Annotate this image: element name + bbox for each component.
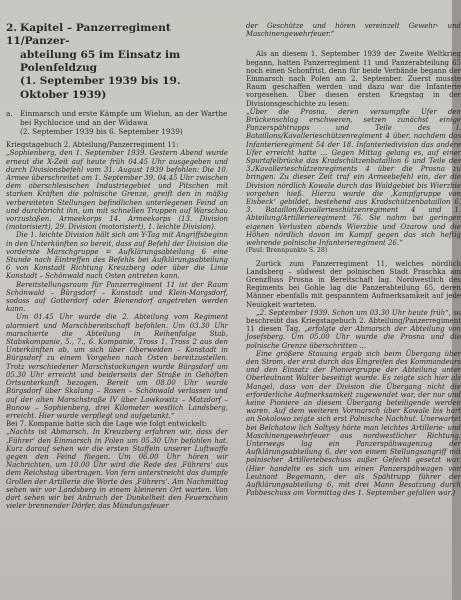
section-number: a.	[6, 109, 13, 119]
continued-quote: der Geschütze und hören vereinzelt Gewehr- und Maschinengewehrfeuer.“	[246, 22, 461, 39]
section-dates: (2. September 1939 bis 6. September 1939)	[20, 127, 183, 137]
paragraph: Um 01.45 Uhr wurde die 2. Abteilung vom Regiment alarmiert und Marschbereitschaft befohlen. Um 03.30 Uhr marschierte die Abteilung in Reihenfolge Stab, Stabskompanie, 5., 7., 6. Kompanie, Tross 1, Tross 2 aus den Unterkünften ab, um sich über Oberweiden – Konstadt in Bürgsdorf zu einem Vorgehen nach Osten bereitzustellen. Trotz verschiedener Marschstockungen wurde Bürgsdorf um 05.30 Uhr erreicht und beiderseits der Straße in Gehöften Ortsunterkunft bezogen. Bereit um 08.00 Uhr wurde Bürgsdorf über Skalung – Rosen – Schönwald verlassen und auf der alten Marschstraße IV über Lowkowitz – Matzdorf – Bunow – Sophienberg, drei Kilometer westlich Landsberg, erreicht. Hier wurde verpflegt und aufgetankt.“	[6, 313, 228, 420]
paragraph: Bereitstellungsraum für Panzerregiment 11 ist der Raum Schönwald – Bürgsdorf – Konstadt und Klein-Margsdorf, sodass auf Gotterdorf oder Bienendorf angetreten werden kann.	[6, 280, 228, 314]
company-intro: Bei 7. Kompanie hatte sich die Lage wie folgt entwickelt:	[6, 420, 207, 429]
paragraph: Als an diesem 1. September 1939 der Zweite Weltkrieg begann, hatten Panzerregiment 11 und Panzerabteilung 65 noch einen Schonfrist, denn für beide Verbände begann der Einmarsch nach Polen am 2. September. Zuerst musste Raum geschaffen werden und dazu war die Infanterie vorgesehen. Über diesen ersten Kriegstag in der Divisionsgeschichte zu lesen:	[246, 50, 461, 108]
chapter-title	[6, 22, 228, 102]
war-diary-quote: „Sophienberg, den 1. September 1939. Gestern Abend wurde erneut die X-Zeit auf heute früh 04.45 Uhr ausgegeben und durch Divisionsbefehl vom 31. August 1939 befohlen: Die 10. Armee überschreitet am 1. September 39, 04.45 Uhr zwischen dem oberschlesischen Industriegebiet und Pitschen mit starken Kräften die polnische Grenze, greift den in mäßig verbereiteten Stellungen befindlichen unterlegenen Feind an und durchbricht ihn, um mit schnellen Truppen auf Warschau vorzustoßen. Armeekorps 14. Armeekorps (13. Division (motorisiert), 29. Division (motorisiert), 1. leichte Division).	[6, 149, 228, 232]
paragraph: Zurück zum Panzerregiment 11, welches nördlich Landsberg – südwest der polnischen Stadt Praschka am Grenzfluss Prosna in Bereitschaft lag. Nordwestlich des Regiments bei Gohle lag die Panzerabteilung 65, deren Männer ebenfalls mit gespanntem Aufmerksamkeit auf jede Neuigkeit warteten.	[246, 259, 461, 309]
diary-quote-lead: so beschreibt das Kriegstagebuch 2. Abteilung/Panzerregiment 11 diesen Tag,	[246, 308, 461, 334]
paragraph	[6, 420, 228, 510]
chapter-title-line-2: abteilung 65 im Einsatz im Polenfeldzug	[20, 48, 181, 75]
diary-quote-continued: „erfolgte der Abmarsch der Abteilung von Josefsberg. Um 05.00 Uhr wurde die Prosna und die polnische Grenze überschritten …	[246, 325, 461, 350]
chapter-title-line-1: Kapitel – Panzerregiment 11/Panzer-	[6, 22, 171, 48]
chapter-number: 2.	[6, 22, 18, 34]
paragraph	[246, 309, 461, 350]
division-history-quote: „Über die Prosna, deren versumpfte Ufer den Brückenschlag erschweren, setzen zunächst einige Panzerspähtrupps und Teile des I. Bataillons/Kavallerieschützenregiment 4 über, nachdem das Infanterieregiment 54 der 18. Infanteriedivision das andere Ufer erreicht hatte … Gegen Mittag gelang es, auf einer Spurtafelbrücke das Kradschützenbataillon 6 und Teile des 3./Kavallerieschützenregiments 4 über die Prosna zu bringen. Zu dieser Zeit traf ein Armeebefehl ein, der die Division nördlich Kowale durch das Waldgebiet bis Wierzbie vorgehen hieß. Hierzu wurde die ‚Kampfgruppe von Eisbeck‘ gebildet, bestehend aus Kradschützenbataillon 6, 3. Bataillon/Kavallerieschützenregiment 4 und 1. Abteilung/Artillerieregiment 76. Sie nahm bei geringen eigenen Verlusten abends Wierzbie und Ozarow und die Höhen nördlich davon im Kampf gegen das sich heftig wehrende polnische Infanterieregiment 26.“	[246, 107, 461, 248]
paragraph: Die 1. leichte Division hält sich am Y-Tag mit Angriffsbeginn in den Unterkünften so bereit, dass auf Befehl der Division die vorderste Marschgruppe = Aufklärungsabteilung 6 eine Stunde nach Eintreffen des Befehls bei Aufklärungsabteilung 6 von Konstadt Richtung Kreuzberg oder über die Linie Konstadt – Schönwald nach Osten antreten kann.	[6, 231, 228, 281]
chapter-title-line-3: (1. September 1939 bis 19. Oktober 1939)	[20, 75, 181, 101]
section-heading	[6, 109, 228, 136]
company-quote: „Nachts ist Abmarsch. In Kreuzberg erfahren wir, dass der ‚Führer‘ den Einmarsch in Polen um 05.30 Uhr befohlen hat. Kurz darauf sehen wir die ersten Staffeln unserer Luftwaffe gegen den Feind fliegen. Um 06.00 Uhr hören wir Nachrichten, um 10.00 Uhr wird die Rede des ‚Führers‘ aus dem Reichstag übertragen. Von fern unterstreicht das dumpfe Grollen der Artillerie die Worte des ‚Führers‘. Am Nachmittag sehen wir vor Landsberg in einem kleineren Ort warten. Von dort sehen wir bei Anbruch der Dunkelheit den Feuerschein vieler brennender Dörfer, das Mündungsfeuer	[6, 428, 228, 511]
paragraph	[6, 141, 228, 231]
war-diary-intro: Kriegstagebuch 2. Abteilung/Panzerregiment 11:	[6, 141, 179, 150]
paragraph: Eine größere Stauung ergab sich beim Übergang über den Strom, der erst durch das Eingreifen des Kommandeurs und den Einsatz der Pioniergruppe der Abteilung unter Oberleutnant Walter beseitigt wurde. Es zeigte sich hier als Mangel, dass von der Division die Übergang nicht die erforderliche Aufmerksamkeit zugewendet war, der nur und keine Pioniere an diesem Übergang beteiligende werden waren. Auf dem weiteren Vormarsch über Kowale bis hart an Sokolowo zeigte sich erst Polnische Nachhut. Unerwartet bei Belchatow lich Soltysy hörte man leichtes Artillerie- und Maschinengewehrfeuer aus nordwestlicher Richtung. Unterwegs lag ein Panzerspähwagenzug der Aufklärungsabteilung 6, der von einem Stellungsangriff mit polnischer Artilleriebeschuss außer Gefecht gesetzt war. (Hier handelte es sich um einen Panzerspähwagen von Leutnant Begemann, der als Spähtrupp führer der Aufklärungsabteilung 6, mit drei Mann Besatzung durch Pabbeschuss am Vormittag des 1. September gefallen war.)	[246, 349, 461, 498]
left-column	[6, 22, 228, 510]
right-column	[246, 22, 461, 497]
source-citation: (Paul: Brennpunkte S. 28)	[246, 247, 328, 255]
diary-quote-start: „2. September 1939. Schon um 03.30 Uhr heute früh“,	[256, 308, 451, 317]
section-title: Einmarsch und erste Kämpfe um Wielun, an der Warthe bei Rychlocice und an der Widawa	[20, 109, 228, 128]
